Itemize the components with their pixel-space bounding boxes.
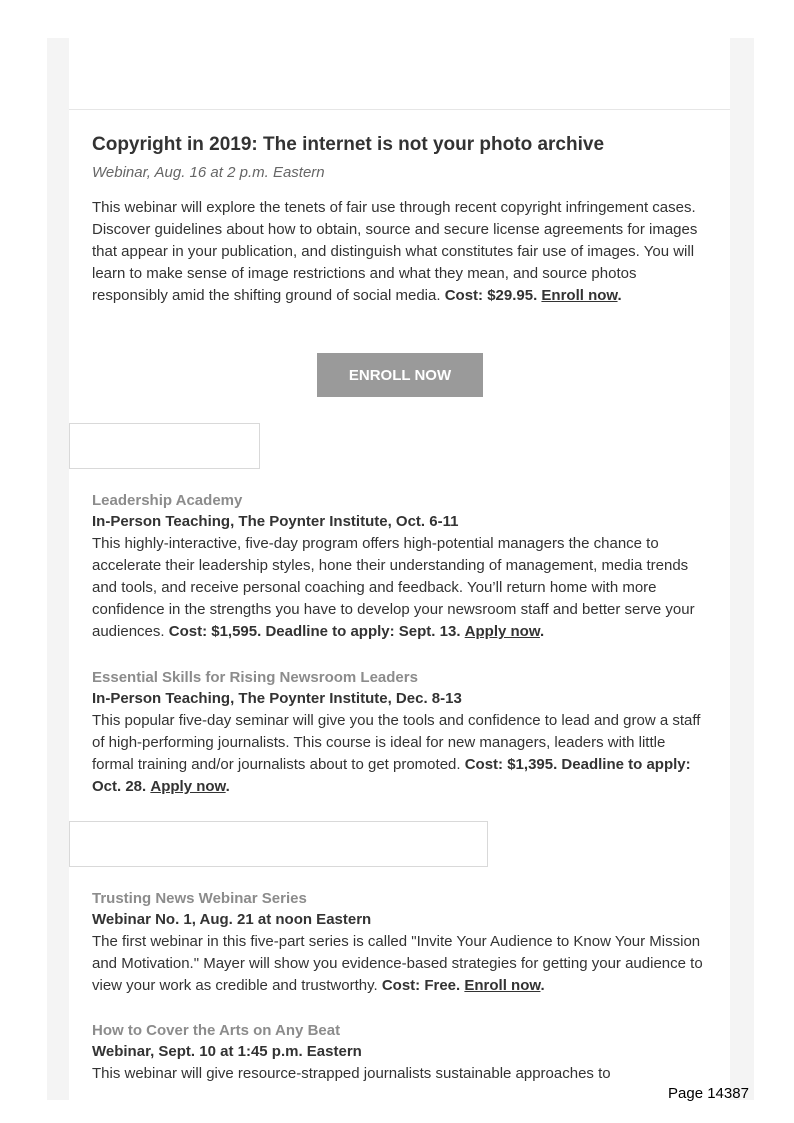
leadership-body: This highly-interactive, five-day program offers high-potential managers the chance to accelerate their leadership styles, hone their understanding of management, media trends and tools, and receive personal coaching and feedback. You’ll return home with more confidence in the strengths you have to develop your newsroom staff and better serve your audiences. [92, 535, 695, 640]
webinar-subtitle: Webinar, Aug. 16 at 2 p.m. Eastern [92, 164, 325, 181]
essential-subtitle: In-Person Teaching, The Poynter Institute, Dec. 8-13 [92, 690, 462, 707]
leadership-description: This highly-interactive, five-day program offers high-potential managers the chance to accelerate their leadership styles, hone their understanding of management, media trends and tools, and receive personal coaching and feedback. You’ll return home with more confidence in the strengths you have to develop your newsroom staff and better serve your audiences. Cost: $1,595. Deadline to apply: Sept. 13. Apply now. [92, 535, 695, 640]
leadership-title: Leadership Academy [92, 492, 243, 509]
essential-apply-link[interactable]: Apply now [150, 778, 226, 795]
leadership-apply-link[interactable]: Apply now [464, 623, 540, 640]
trusting-body: The first webinar in this five-part series is called "Invite Your Audience to Know Your Mission and Motivation." Mayer will show you evidence-based strategies for getting your audience to view your work as credible and trustworthy. [92, 933, 703, 994]
arts-section [92, 1021, 708, 1085]
webinar-section [92, 133, 708, 307]
image-placeholder [69, 821, 488, 867]
trusting-description: The first webinar in this five-part series is called "Invite Your Audience to Know Your Mission and Motivation." Mayer will show you evidence-based strategies for getting your audience to view your work as credible and trustworthy. Cost: Free. Enroll now. [92, 933, 703, 994]
trusting-enroll-link[interactable]: Enroll now [464, 977, 541, 994]
essential-title: Essential Skills for Rising Newsroom Leaders [92, 669, 418, 686]
arts-subtitle: Webinar, Sept. 10 at 1:45 p.m. Eastern [92, 1043, 362, 1060]
webinar-title: Copyright in 2019: The internet is not your photo archive [92, 134, 605, 155]
image-placeholder [69, 423, 260, 469]
essential-body: This popular five-day seminar will give you the tools and confidence to lead and grow a staff of high-performing journalists. This course is ideal for new managers, leaders with little formal training and/or journalists about to get promoted. [92, 712, 701, 773]
leadership-cost: Cost: $1,595. Deadline to apply: Sept. 13. [168, 623, 461, 640]
webinar-description: This webinar will explore the tenets of fair use through recent copyright infringement cases. Discover guidelines about how to obtain, source and secure license agreements for images that appear in your publication, and distinguish what constitutes fair use of images. You will learn to make sense of image restrictions and what they mean, and source photos responsibly amid the shifting ground of social media. Cost: $29.95. Enroll now. [92, 199, 698, 304]
trusting-subtitle: Webinar No. 1, Aug. 21 at noon Eastern [92, 911, 372, 928]
webinar-body: This webinar will explore the tenets of fair use through recent copyright infringement cases. Discover guidelines about how to obtain, source and secure license agreements for images that appear in your publication, and distinguish what constitutes fair use of images. You will learn to make sense of image restrictions and what they mean, and source photos responsibly amid the shifting ground of social media. [92, 199, 698, 304]
trusting-title: Trusting News Webinar Series [92, 890, 307, 907]
header-divider [69, 109, 730, 110]
essential-cost: Cost: $1,395. Deadline to apply: Oct. 28. [92, 756, 691, 795]
leadership-section [92, 491, 708, 643]
essential-description: This popular five-day seminar will give you the tools and confidence to lead and grow a staff of high-performing journalists. This course is ideal for new managers, leaders with little formal training and/or journalists about to get promoted. Cost: $1,395. Deadline to apply: Oct. 28. Apply now. [92, 712, 701, 795]
essential-section [92, 668, 708, 798]
enroll-now-button[interactable]: ENROLL NOW [317, 353, 483, 397]
webinar-enroll-link[interactable]: Enroll now [541, 287, 618, 304]
arts-title: How to Cover the Arts on Any Beat [92, 1022, 341, 1039]
arts-description: This webinar will give resource-strapped journalists sustainable approaches to [92, 1065, 611, 1082]
trusting-section [92, 889, 708, 997]
page-number: Page 14387 [668, 1085, 749, 1102]
webinar-cost: Cost: $29.95. [444, 287, 538, 304]
leadership-subtitle: In-Person Teaching, The Poynter Institute, Oct. 6-11 [92, 513, 459, 530]
trusting-cost: Cost: Free. [381, 977, 461, 994]
